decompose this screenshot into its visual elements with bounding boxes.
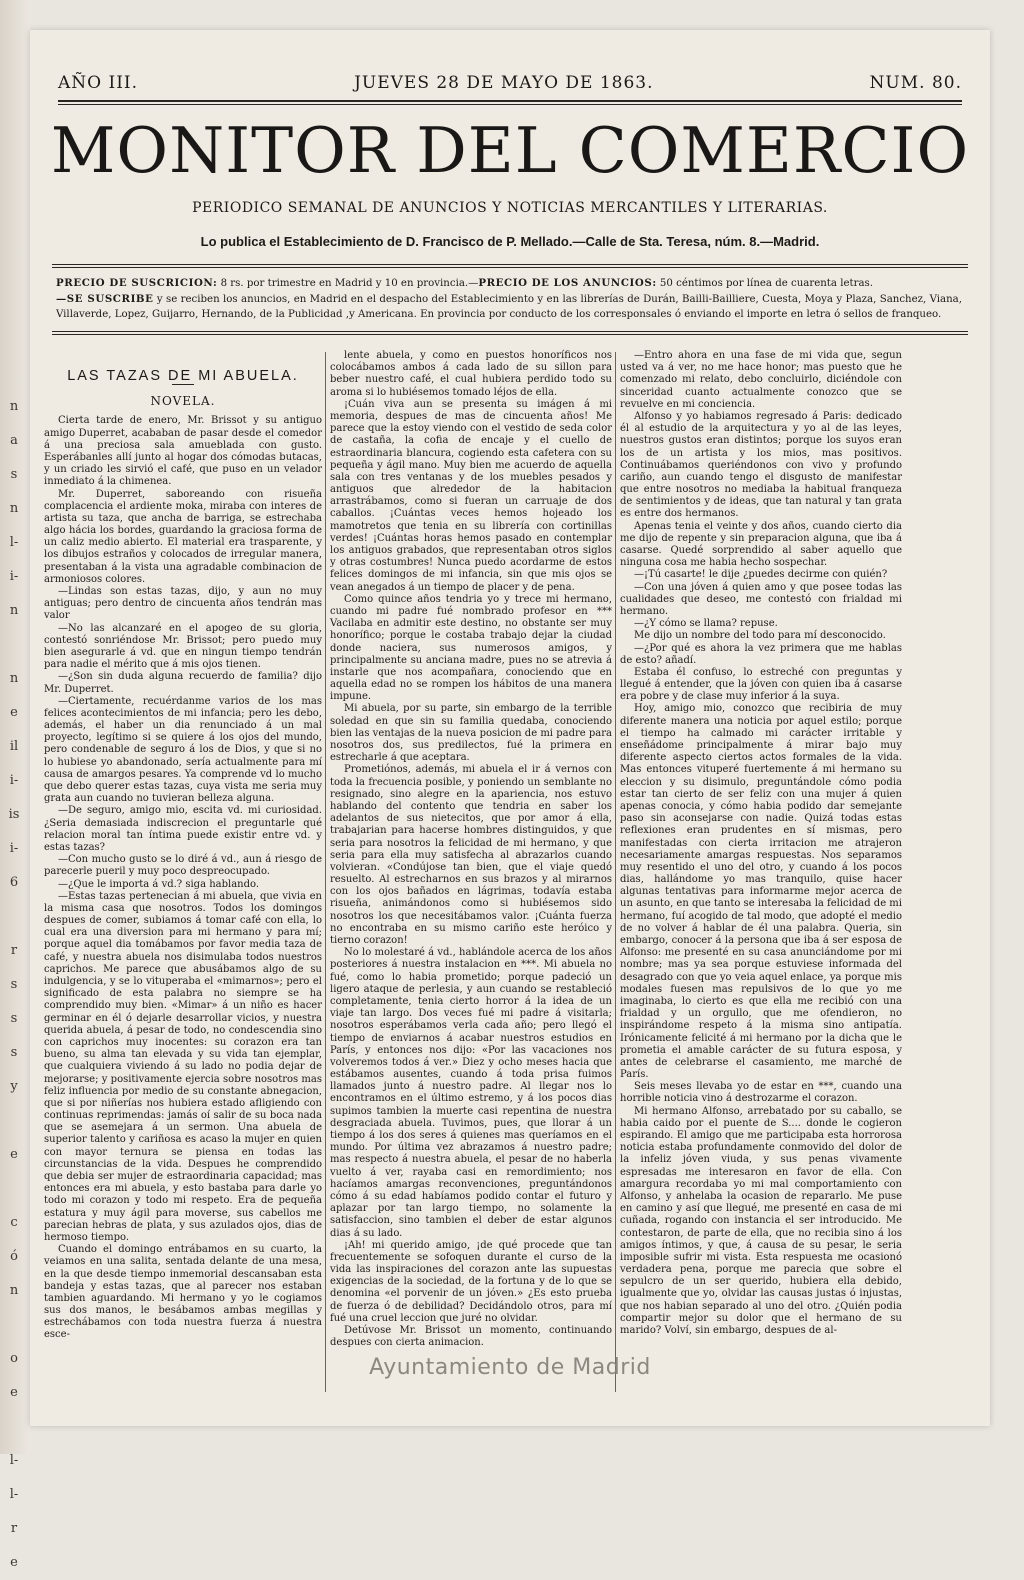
paragraph: Prometiónos, además, mi abuela el ir á vernos con toda la frecuencia posible, y poniendo un semblante no resignado, sino alegre en la apariencia, nos estuvo hablando del contento que tendria en saber los adelantos de sus nietecitos, que por amor á ella, trabajarian para hacerse hombres distinguidos, y que seria para nosotros la felicidad de mi hermano, y que seria para ella muy satisfecha al abrazarlos cuando volvieran. «Condújose tan bien, que el viaje quedó resuelto. Al estrecharnos en sus brazos y al mirarnos con los ojos bañados en lágrimas, todavía estaba risueña, animándonos como si hubiésemos sido nosotros los que necesitábamos valor. ¡Cuánta fuerza no encontraba en su mismo cariño este heróico y tierno corazon! xyxy=(330,764,612,946)
subscription-price-text: 8 rs. por trimestre en Madrid y 10 en provincia.— xyxy=(217,278,479,289)
archive-watermark: Ayuntamiento de Madrid xyxy=(369,1355,651,1380)
adjacent-page-letters xyxy=(0,390,28,1580)
adjacent-page-letter: e xyxy=(10,1385,18,1400)
paragraph: —¿Y cómo se llama? repuse. xyxy=(634,618,778,630)
adjacent-page-letter: i- xyxy=(9,773,19,788)
adjacent-page-letter: il xyxy=(9,739,19,754)
adjacent-page-letter: s xyxy=(10,1045,18,1060)
adjacent-page-letter: n xyxy=(9,671,19,686)
column-1-text xyxy=(44,415,322,1341)
prices-rule-bottom xyxy=(52,331,968,332)
adjacent-page-letter: l- xyxy=(9,535,19,550)
paragraph: —¿Son sin duda alguna recuerdo de familia? dijo Mr. Duperret. xyxy=(44,671,322,695)
newspaper-page xyxy=(30,30,990,1426)
paragraph: Detúvose Mr. Brissot un momento, continuando despues con cierta animacion. xyxy=(330,1325,612,1349)
subscription-price-label: PRECIO DE SUSCRICION: xyxy=(56,277,218,289)
issue-year: AÑO III. xyxy=(58,73,139,93)
adjacent-page-strip xyxy=(0,0,30,1570)
adjacent-page-letter: l- xyxy=(9,1487,19,1502)
adjacent-page-letter xyxy=(0,1104,28,1138)
story-title: LAS TAZAS DE MI ABUELA. xyxy=(67,368,299,384)
subscribe-text: y se reciben los anuncios, en Madrid en el despacho del Establecimiento y en las librerías de Durán, Bailli-Bailliere, Cuesta, Moya y Plaza, Sanchez, Viana, Villaverde, Lopez, Guijarro, Hernando, de la Publicidad ,y Americana. En provincia por conducto de los corresponsales ó enviando el importe en letra ó sellos de franqueo. xyxy=(56,293,962,320)
adjacent-page-letter: e xyxy=(10,705,18,720)
paragraph: —¿Por qué es ahora la vez primera que me hablas de esto? añadí. xyxy=(620,642,902,666)
paragraph: —Lindas son estas tazas, dijo, y aun no muy antiguas; pero dentro de cincuenta años tendrán mas valor xyxy=(44,586,322,622)
adjacent-page-letter: ó xyxy=(10,1249,18,1264)
adjacent-page-letter: n xyxy=(9,399,19,414)
adjacent-page-letter xyxy=(0,1172,28,1206)
ad-price-text: 50 céntimos por línea de cuarenta letras. xyxy=(656,278,874,289)
column-1 xyxy=(44,350,322,1342)
paragraph: Mi abuela, por su parte, sin embargo de la terrible soledad en que sin su familia quedaba, conociendo bien las ventajas de la nueva posicion de mi padre para nosotros dos, sus predilectos, fué la primera en estrecharle á que aceptara. xyxy=(330,703,612,764)
masthead-title: MONITOR DEL COMERCIO xyxy=(50,114,970,187)
adjacent-page-letter: e xyxy=(10,1147,18,1162)
paragraph: Apenas tenia el veinte y dos años, cuando cierto dia me dijo de repente y sin preparacion alguna, que iba á casarse. Quedé sorprendido al saber aquello que ninguna cosa me habia hecho sospechar. xyxy=(620,520,902,569)
masthead-subtitle: PERIODICO SEMANAL DE ANUNCIOS Y NOTICIAS MERCANTILES Y LITERARIAS. xyxy=(192,200,828,216)
adjacent-page-letter: c xyxy=(10,1215,18,1230)
adjacent-page-letter: s xyxy=(10,1011,18,1026)
paragraph: —Entro ahora en una fase de mi vida que, segun usted va á ver, no me hace honor; mas puesto que he comenzado mi relato, debo concluirlo, diciéndole con sinceridad cuanto actualmente conozco que se revuelve en mi conciencia. xyxy=(620,350,902,410)
paragraph: ¡Ah! mi querido amigo, ¡de qué procede que tan frecuentemente se sofoquen durante el curso de la vida las inspiraciones del corazon ante las supuestas exigencias de la sociedad, de la fortuna y de lo que se denomina «el porvenir de un jóven.» ¿Es esto prueba de fuerza ó de debilidad? Decidándolo otros, para mí fué una cruel leccion que juré no olvidar. xyxy=(330,1239,612,1324)
paragraph: Alfonso y yo habiamos regresado á Paris: dedicado él al estudio de la arquitectura y yo al de las leyes, nuestros gustos eran distintos; porque los suyos eran los de un artista y los mios, mas positivos. Continuábamos queriéndonos con vivo y profundo cariño, aun cuando tengo el disgusto de manifestar que entre nosotros no mediaba la habitual franqueza de sentimientos y de ideas, que tan natural y tan grata es entre dos hermanos. xyxy=(620,410,902,520)
paragraph: Mi hermano Alfonso, arrebatado por su caballo, se habia caido por el puente de S.... donde le cogieron espirando. El amigo que me participaba esta horrorosa noticia estaba profundamente conmovido del dolor de la infeliz jóven viuda, y sus penas vivamente espresadas me interesaron en favor de ella. Con amargura recordaba yo mi mal comportamiento con Alfonso, y anhelaba la ocasion de repararlo. Me puse en camino y así que llegué, me presenté en casa de mi cuñada, rogando con instancia el ser introducido. Me contestaron, de parte de ella, que no recibia sino á los amigos íntimos, y que, á causa de su pesar, le seria imposible sufrir mi vista. Esta respuesta me ocasionó verdadera pena, porque me parecia que sobre el sepulcro de un ser querido, hubiera ella debido, igualmente que yo, olvidar las causas justas ó injustas, que nos habian separado al uno del otro. ¿Quién podia compartir mejor su dolor que el hermano de su marido? Volví, sin embargo, despues de al- xyxy=(620,1105,902,1336)
column-divider-1 xyxy=(325,352,326,1392)
header-rule-thick xyxy=(58,100,962,102)
paragraph: —¡Tú casarte! le dije ¿puedes decirme con quién? xyxy=(634,569,888,581)
subscription-info xyxy=(56,276,962,323)
paragraph: —De seguro, amigo mio, escita vd. mi curiosidad. ¿Seria demasiada indiscrecion el preguntarle qué relacion moral tan íntima puede existir entre vd. y estas tazas? xyxy=(44,805,322,853)
paragraph: —Con una jóven á quien amo y que posee todas las cualidades que deseo, me contestó con frialdad mi hermano. xyxy=(620,581,902,617)
adjacent-page-letter: is xyxy=(8,807,20,822)
paragraph: —Ciertamente, recuérdanme varios de los mas felices acontecimientos de mi infancia; pero les debo, además, el haber un dia renunciado á un mal proyecto, legítimo si se quiere á los ojos del mundo, pero condenable de seguro á los de Dios, y que si no lo hubiese yo abandonado, sería actualmente para mí causa de amargos pesares. Ya comprende vd lo mucho que debo querer estas tazas, cuya vista me seria muy grata aun cuando no tuvieran belleza alguna. xyxy=(44,695,322,805)
paragraph: Estaba él confuso, lo estreché con preguntas y llegué á entender, que la jóven con quien iba á casarse era pobre y de clase muy inferior á la suya. xyxy=(620,666,902,703)
story-genre: NOVELA. xyxy=(150,394,216,409)
adjacent-page-letter: n xyxy=(9,603,19,618)
adjacent-page-letter: o xyxy=(10,1351,18,1366)
adjacent-page-letter: e xyxy=(10,1555,18,1570)
adjacent-page-letter: n xyxy=(9,501,19,516)
adjacent-page-letter xyxy=(0,1410,28,1444)
publisher-line: Lo publica el Establecimiento de D. Francisco de P. Mellado.—Calle de Sta. Teresa, núm. 8.—Madrid. xyxy=(200,234,820,249)
paragraph: Cierta tarde de enero, Mr. Brissot y su antiguo amigo Duperret, acababan de pasar desde el comedor á una preciosa sala amueblada con gusto. Esperábanles allí junto al hogar dos cómodas butacas, y un criado les sirvió el café, que puso en un velador inmediato á la chimenea. xyxy=(44,415,322,488)
adjacent-page-letter: s xyxy=(10,467,18,482)
paragraph: No lo molestaré á vd., hablándole acerca de los años posteriores á nuestra instalacion en ***. Mi abuela no fué, como lo habia prometido; porque padeció un ligero ataque de perlesia, y aun cuando se restableció completamente, tenia cierto horror á la idea de un viaje tan largo. Dos veces fué mi padre á visitarla; nosotros esperábamos verla cada año; pero llegó el tiempo de enviarnos á acabar nuestros estudios en París, y entonces nos dijo: «Por las vacaciones nos volveremos todos á ver.» Diez y ocho meses hacia que estábamos ausentes, cuando á toda prisa fuimos llamados junto á nuestro padre. Al llegar nos lo encontramos en el último estremo, y á los pocos dias supimos tambien la muerte casi repentina de nuestra desgraciada abuela. Tuvimos, pues, que llorar á un tiempo á los dos seres á quienes mas queríamos en el mundo. Por última vez abrazamos á nuestro padre; mas respecto á nuestra abuela, el pesar de no haberla vuelto á ver, rayaba casi en remordimiento; nos hacíamos amargas reconvenciones, preguntándonos cómo á su edad habíamos podido contar el futuro y aplazar por tan largo tiempo, no solamente la satisfaccion, sino tambien el deber de estar algunos dias á su lado. xyxy=(330,947,612,1239)
ad-price-label: PRECIO DE LOS ANUNCIOS: xyxy=(478,277,657,289)
paragraph: —Estas tazas pertenecian á mi abuela, que vivia en la misma casa que nosotros. Todos los domingos despues de comer, subiamos á tomar café con ella, lo cual era una diversion para mi hermano y para mí; porque aquel dia tomábamos por favor media taza de café, y nuestra abuela nos disimulaba todos nuestros caprichos. Me parece que abusábamos algo de su indulgencia, y se lo vituperaba el «mimarnos»; pero el significado de esta palabra no siempre se ha comprendido muy bien. «Mimar» á un niño es hacer germinar en él ó dejarle desarrollar vicios, y nuestra querida abuela, á pesar de todo, no condescendia sino con caprichos muy inocentes: su corazon era tan bueno, su alma tan elevada y su vida tan ejemplar, que cualquiera viviendo á su lado no podia dejar de mejorarse; y positivamente ejercia sobre nosotros mas feliz influencia por medio de su constante abnegacion, que si por niñerías nos hubiera estado afligiendo con continuas reprimendas: jamás oí salir de su boca nada que se asemejara á un sermon. Una abuela de superior talento y cariñosa es acaso la mujer en quien con mayor ternura se piensa en todas las circunstancias de la vida. Despues he comprendido que debia ser mujer de estraordinaria capacidad; mas entonces era mi abuela, y esto bastaba para darle yo todo mi corazon y todo mi respeto. Era de pequeña estatura y muy ágil para moverse, sus cabellos me parecian hebras de plata, y sus azulados ojos, dias de hermoso tiempo. xyxy=(44,890,322,1243)
paragraph: Me dijo un nombre del todo para mí desconocido. xyxy=(634,630,886,642)
paragraph: —Con mucho gusto se lo diré á vd., aun á riesgo de parecerle pueril y muy poco despreocupado. xyxy=(44,854,322,878)
title-short-rule xyxy=(172,384,194,385)
adjacent-page-letter: l- xyxy=(9,1453,19,1468)
paragraph: Cuando el domingo entrábamos en su cuarto, la veiamos en una salita, sentada delante de una mesa, en la que desde tiempo inmemorial descansaban esta bandeja y estas tazas, que al parecer nos estaban tambien aguardando. Mi hermano y yo le cogiamos sus dos manos, le besábamos ambas megillas y estrechábamos con toda nuestra fuerza á nuestra esce- xyxy=(44,1244,322,1341)
column-divider-2 xyxy=(615,352,616,1392)
adjacent-page-letter: n xyxy=(9,1283,19,1298)
paragraph: —¿Que le importa á vd.? siga hablando. xyxy=(58,878,260,890)
subscribe-label: —SE SUSCRIBE xyxy=(56,292,154,305)
adjacent-page-letter: y xyxy=(10,1079,18,1094)
prices-rule-top xyxy=(52,264,968,265)
adjacent-page-letter xyxy=(0,628,28,662)
adjacent-page-letter: i- xyxy=(9,569,19,584)
paragraph: ¡Cuán viva aun se presenta su imágen á mi memoria, despues de mas de cincuenta años! Me parece que la estoy viendo con el vestido de seda color de castaña, la cofia de encaje y el cuello de estraordinaria blancura, cogiendo esta cafetera con su pequeña y ágil mano. Muy bien me acuerdo de aquella sala con tres ventanas y de los muebles pesados y antiguos que alrededor de la habitacion arrastrábamos, como si fueran un carruaje de dos caballos. ¡Cuántas veces hemos hojeado los mamotretos que tenia en su librería con cortinillas verdes! ¡Cuántas horas hemos pasado en contemplar los antiguos grabados, que representaban otros siglos y otras costumbres! Nunca puedo acordarme de estos felices domingos de mi infancia, sin que mis ojos se vean anegados á un tiempo de placer y de pena. xyxy=(330,398,612,593)
paragraph: Hoy, amigo mio, conozco que recibiria de muy diferente manera una noticia por aquel estilo; porque el tiempo ha calmado mi carácter irritable y enseñádome principalmente á mirar bajo muy diferente aspecto ciertos actos formales de la vida. Mas entonces vituperé fuertemente á mi hermano su eleccion y su disimulo, preguntándole cómo podia estar tan cierto de ser feliz con una mujer á quien apenas conocia, y cómo habia podido dar semejante paso sin aconsejarse con nadie. Quizá todas estas reflexiones eran prudentes en sí mismas, pero manifestadas con cierta irritacion me atrajeron necesariamente amargas respuestas. Nos separamos muy resentido el uno del otro, y cuando á los pocos dias, hallándome yo mas tranquilo, quise hacer algunas tentativas para informarme mejor acerca de un asunto, en que tanto se interesaba la felicidad de mi hermano, fuí acogido de tal modo, que adopté el medio de no volver á hablar de él una palabra. Queria, sin embargo, conocer á la persona que iba á ser esposa de Alfonso: me presenté en su casa anunciándome por mi nombre; mas ya sea porque estuviese informada del desagrado con que yo veia aquel enlace, ya porque mis modales fuesen mas repulsivos de lo que yo me imaginaba, lo cierto es que ella me recibió con una frialdad y un orgullo, que me ofendieron, no inspirándome respeto á la misma sino antipatía. Irónicamente felicité á mi hermano por la dicha que le prometia el amable carácter de su futura esposa, y antes de celebrarse el casamiento, me marché de París. xyxy=(620,703,902,1081)
prices-rule-top-2 xyxy=(52,267,968,268)
column-3-text xyxy=(620,350,902,1337)
adjacent-page-letter xyxy=(0,1308,28,1342)
paragraph: lente abuela, y como en puestos honoríficos nos colocábamos ambos á cada lado de su sillon para beber nuestro café, el cual hubiera perdido todo su aroma si lo hubiésemos tomado léjos de ella. xyxy=(330,350,612,398)
adjacent-page-letter xyxy=(0,900,28,934)
paragraph: Mr. Duperret, saboreando con risueña complacencia el ardiente moka, miraba con interes de artista su taza, que ancha de barriga, se estrechaba algo hácia los bordes, guardando la graciosa forma de un caliz medio abierto. El material era trasparente, y los dibujos estraños y colocados de irregular manera, presentaban á la vista una agradable combinacion de armoniosos colores. xyxy=(44,488,322,585)
paragraph: —No las alcanzaré en el apogeo de su gloria, contestó sonriéndose Mr. Brissot; pero puedo muy bien asegurarle á vd. que en ningun tiempo tendrán para nadie el mérito que á mis ojos tienen. xyxy=(44,622,322,671)
column-3 xyxy=(620,350,902,1337)
adjacent-page-letter: i- xyxy=(9,841,19,856)
column-2 xyxy=(330,350,612,1349)
issue-number: NUM. 80. xyxy=(869,73,962,93)
adjacent-page-letter: r xyxy=(10,1521,18,1536)
adjacent-page-letter: 6 xyxy=(9,875,19,890)
adjacent-page-letter: s xyxy=(10,977,18,992)
paragraph: Seis meses llevaba yo de estar en ***, cuando una horrible noticia vino á destrozarme el corazon. xyxy=(620,1081,902,1105)
header-rule-thin xyxy=(58,104,962,105)
issue-header xyxy=(58,72,962,94)
column-2-text xyxy=(330,350,612,1349)
adjacent-page-letter: a xyxy=(10,433,18,448)
prices-rule-bottom-2 xyxy=(52,334,968,335)
issue-date: JUEVES 28 DE MAYO DE 1863. xyxy=(354,73,654,93)
paragraph: Como quince años tendria yo y trece mi hermano, cuando mi padre fué nombrado profesor en *** Vacilaba en admitir este destino, no obstante ser muy honorífico; porque le costaba trabajo dejar la ciudad donde naciera, sus numerosos amigos, y principalmente su anciana madre, pues no se atrevia á instarle que nos acompañara, conociendo que en aquella edad no se rompen los hábitos de una manera impune. xyxy=(330,593,612,703)
adjacent-page-letter: r xyxy=(10,943,18,958)
